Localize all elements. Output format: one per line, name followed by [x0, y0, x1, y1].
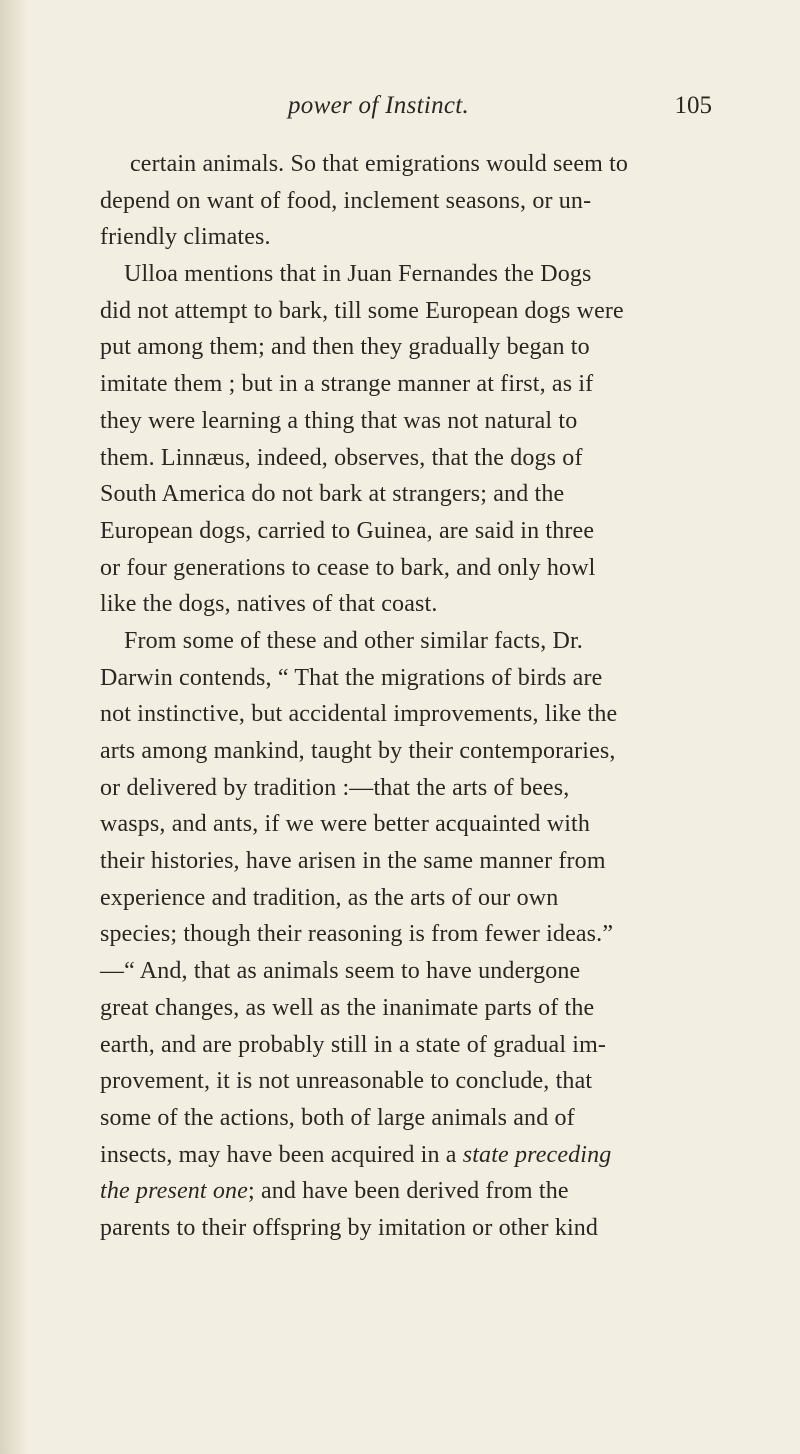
text-line: provement, it is not unreasonable to conclude, that	[100, 1068, 593, 1095]
text-line: experience and tradition, as the arts of our own	[100, 884, 559, 911]
text-line: depend on want of food, inclement seasons, or un-	[100, 187, 592, 214]
text-line: some of the actions, both of large animals and of	[100, 1104, 575, 1131]
running-title: power of Instinct.	[288, 92, 470, 119]
text-line: or four generations to cease to bark, and only howl	[100, 554, 596, 581]
text-line: Darwin contends, “ That the migrations of birds are	[100, 664, 603, 691]
text-line: earth, and are probably still in a state of gradual im-	[100, 1031, 607, 1058]
text-line: them. Linnæus, indeed, observes, that the dogs of	[100, 444, 583, 471]
running-header	[100, 92, 740, 132]
text-line: species; though their reasoning is from fewer ideas.”	[100, 921, 614, 948]
paragraph-start-line: Ulloa mentions that in Juan Fernandes the Dogs	[124, 261, 592, 288]
text-line: their histories, have arisen in the same manner from	[100, 848, 606, 875]
paragraph-start-line: From some of these and other similar facts, Dr.	[124, 627, 583, 654]
text-line: parents to their offspring by imitation or other kind	[100, 1214, 599, 1241]
text-line: they were learning a thing that was not natural to	[100, 407, 578, 434]
text-line: great changes, as well as the inanimate parts of the	[100, 994, 595, 1021]
text-line: imitate them ; but in a strange manner at first, as if	[100, 371, 594, 398]
italic-segment: state preceding	[462, 1141, 612, 1168]
text-line: South America do not bark at strangers; and the	[100, 481, 565, 508]
text-line: wasps, and ants, if we were better acquainted with	[100, 811, 590, 838]
text-line: arts among mankind, taught by their contemporaries,	[100, 738, 616, 764]
binding-gutter	[0, 0, 28, 1454]
text-line: not instinctive, but accidental improvements, like the	[100, 701, 618, 728]
page-number: 105	[674, 92, 712, 119]
text-segment: insects, may have been acquired in a	[100, 1141, 457, 1168]
text-line	[100, 1173, 740, 1210]
text-line: —“ And, that as animals seem to have undergone	[100, 958, 581, 985]
body-text	[100, 146, 740, 1247]
text-line: put among them; and then they gradually began to	[100, 334, 590, 361]
text-line: did not attempt to bark, till some European dogs were	[100, 297, 624, 324]
text-line: like the dogs, natives of that coast.	[100, 591, 438, 618]
text-line	[100, 1137, 740, 1174]
text-line: certain animals. So that emigrations would seem to	[130, 151, 629, 177]
italic-segment: the present one	[100, 1178, 248, 1205]
text-line: friendly climates.	[100, 224, 271, 251]
text-segment: ; and have been derived from the	[247, 1178, 569, 1205]
book-page	[100, 92, 740, 1247]
text-line: European dogs, carried to Guinea, are said in three	[100, 517, 595, 544]
text-line: or delivered by tradition :—that the arts of bees,	[100, 774, 570, 801]
